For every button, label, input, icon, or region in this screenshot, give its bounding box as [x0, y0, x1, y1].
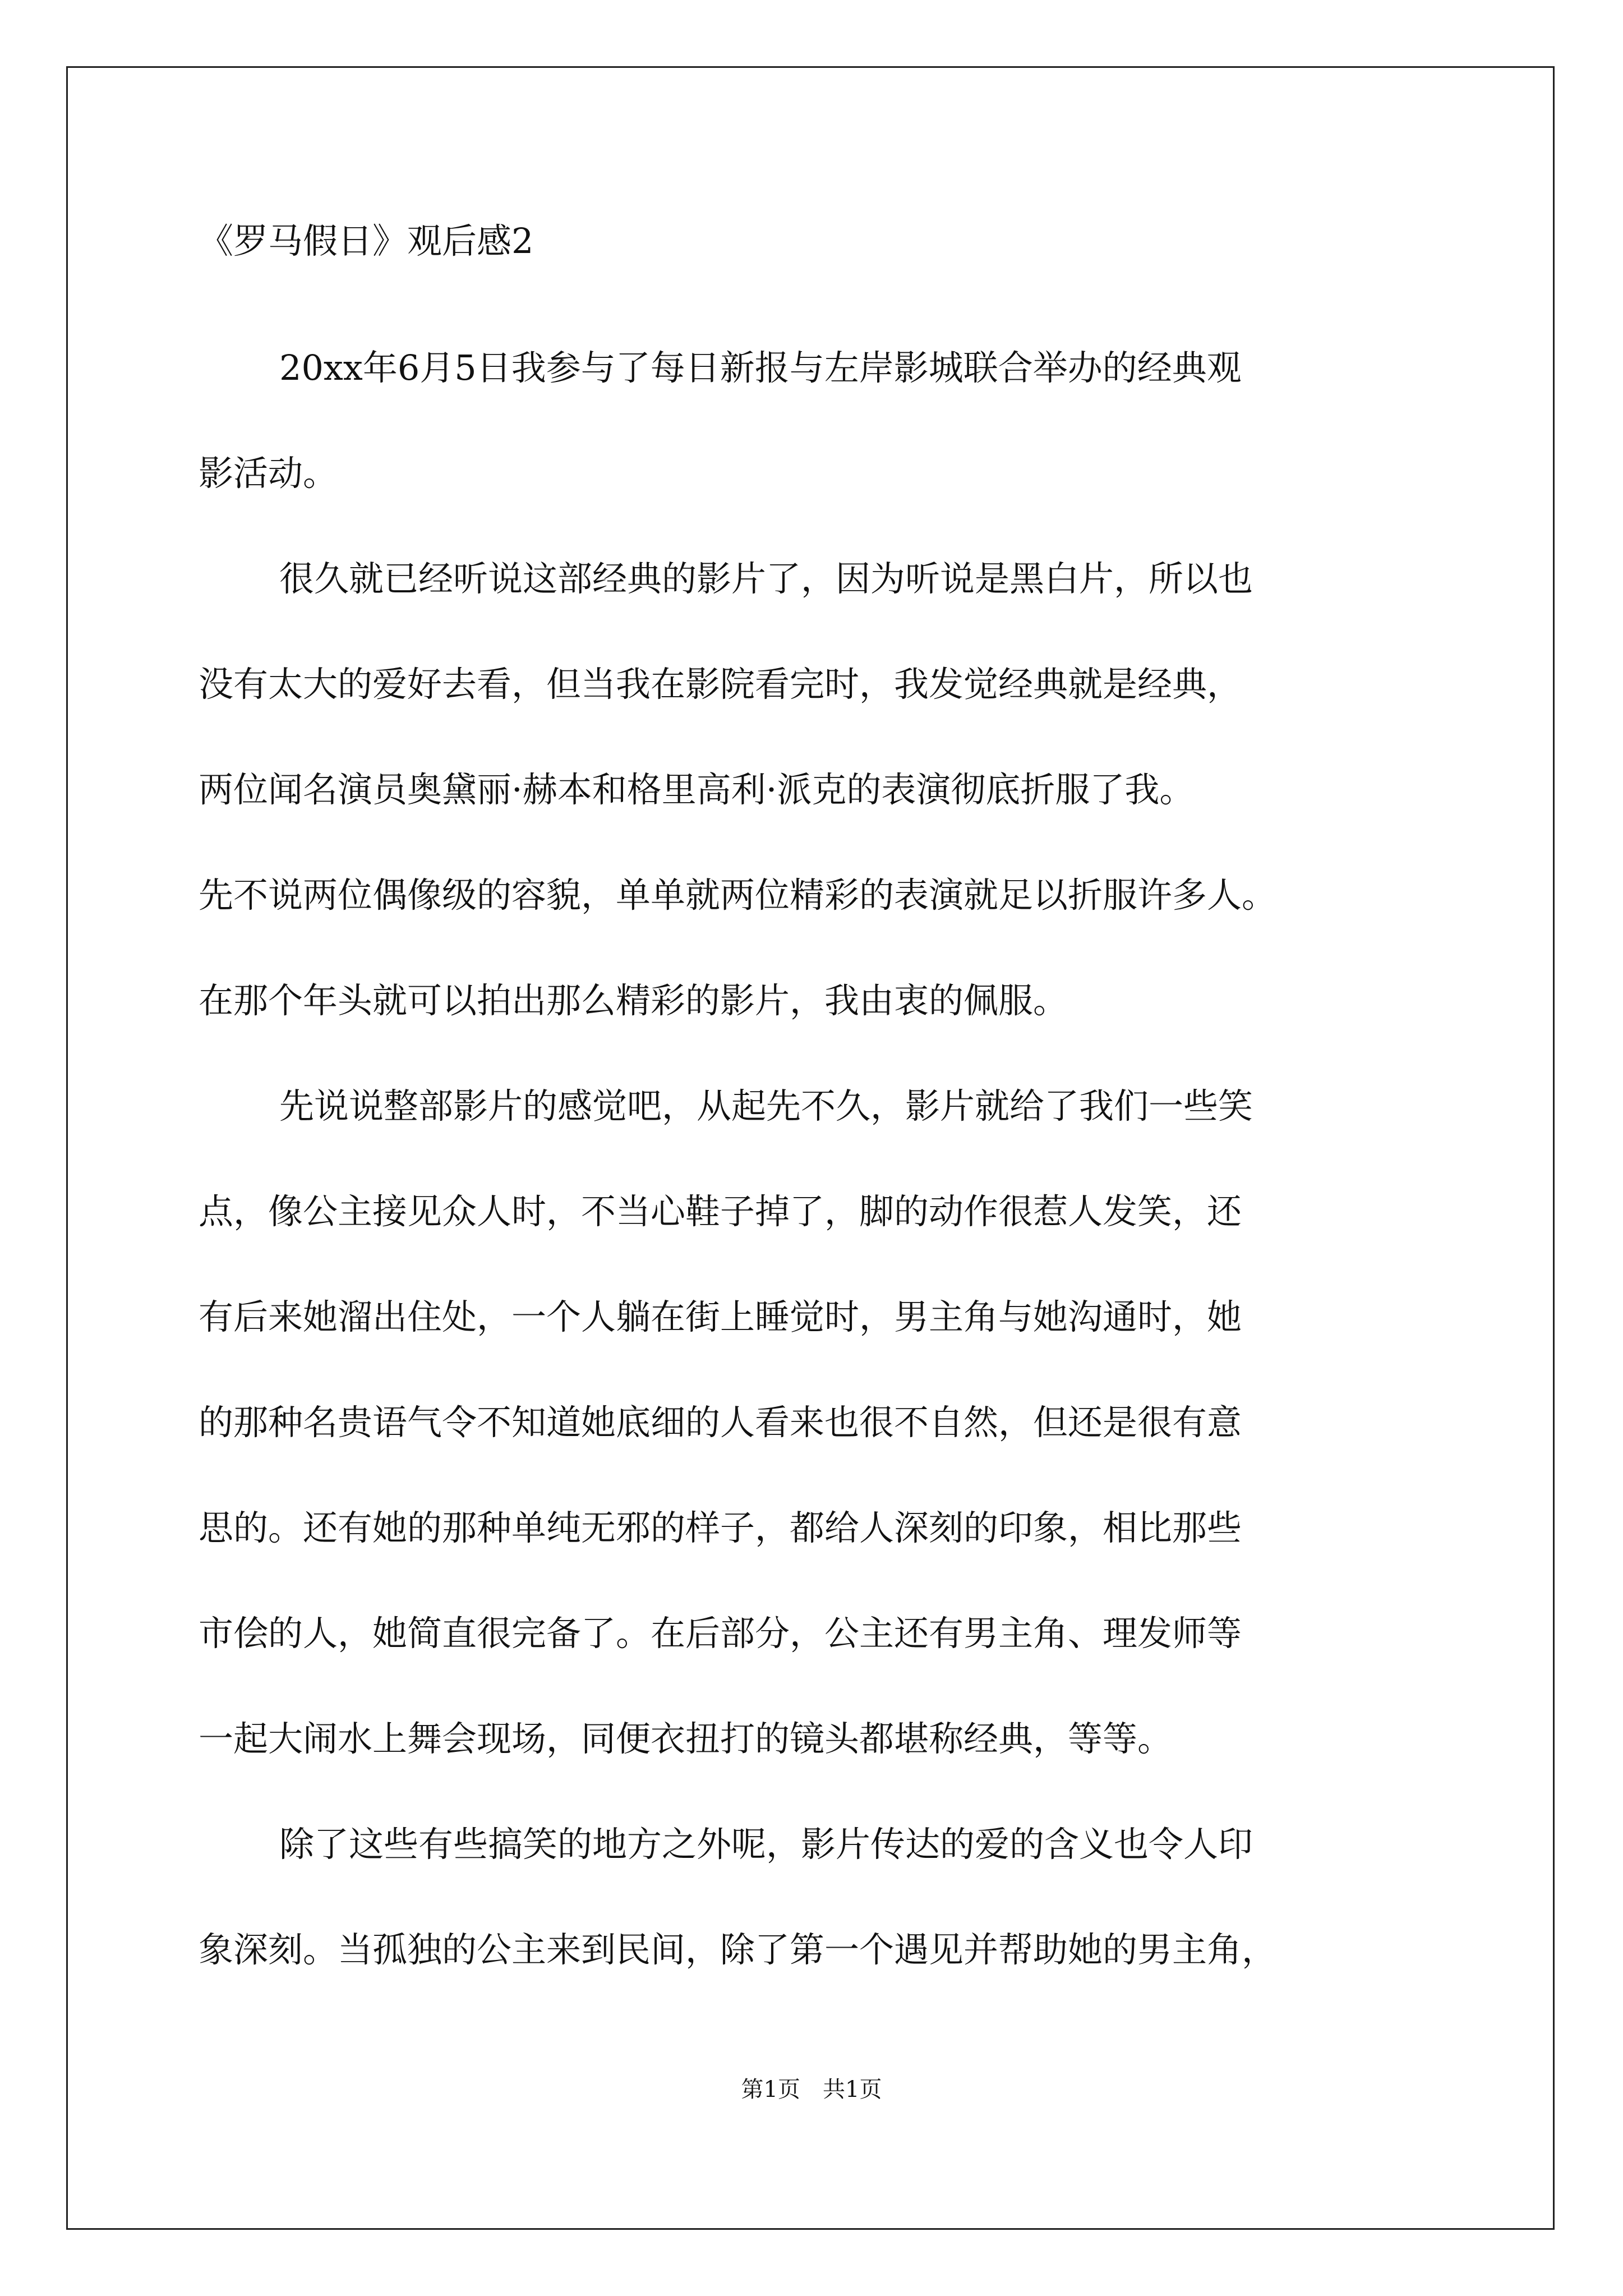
document-title: 《罗马假日》观后感2	[199, 220, 534, 261]
paragraph-line: 市侩的人，她简直很完备了。在后部分，公主还有男主角、理发师等	[199, 1613, 1242, 1654]
paragraph-line: 点，像公主接见众人时，不当心鞋子掉了，脚的动作很惹人发笑，还	[199, 1191, 1242, 1232]
paragraph	[199, 315, 1466, 526]
paragraph-line: 除了这些有些搞笑的地方之外呢，影片传达的爱的含义也令人印	[279, 1824, 1253, 1865]
paragraph-line: 20xx年6月5日我参与了每日新报与左岸影城联合举办的经典观	[279, 347, 1242, 388]
paragraph	[199, 526, 1466, 1053]
document-body	[199, 219, 1466, 2003]
paragraph-line: 在那个年头就可以拍出那么精彩的影片，我由衷的佩服。	[199, 980, 1068, 1021]
paragraph-line: 先说说整部影片的感觉吧，从起先不久，影片就给了我们一些笑	[279, 1085, 1253, 1126]
page-footer: 第1页 共1页	[741, 2077, 882, 2102]
paragraph-line: 两位闻名演员奥黛丽·赫本和格里高利·派克的表演彻底折服了我。	[199, 769, 1195, 810]
paragraph	[199, 1792, 1466, 2003]
paragraph-line: 的那种名贵语气令不知道她底细的人看来也很不自然，但还是很有意	[199, 1402, 1242, 1443]
paragraph-line: 很久就已经听说这部经典的影片了，因为听说是黑白片，所以也	[279, 558, 1253, 599]
paragraph-line: 一起大闹水上舞会现场，同便衣扭打的镜头都堪称经典，等等。	[199, 1718, 1173, 1759]
paragraph-line: 有后来她溜出住处，一个人躺在街上睡觉时，男主角与她沟通时，她	[199, 1296, 1242, 1337]
paragraph-line: 没有太大的爱好去看，但当我在影院看完时，我发觉经典就是经典，	[199, 664, 1242, 705]
paragraph-line: 影活动。	[199, 453, 338, 494]
paragraph-line: 先不说两位偶像级的容貌，单单就两位精彩的表演就足以折服许多人。	[199, 875, 1277, 915]
paragraph	[199, 1053, 1466, 1792]
paragraph-line: 思的。还有她的那种单纯无邪的样子，都给人深刻的印象，相比那些	[199, 1507, 1242, 1548]
paragraph-line: 象深刻。当孤独的公主来到民间，除了第一个遇见并帮助她的男主角，	[199, 1929, 1277, 1970]
